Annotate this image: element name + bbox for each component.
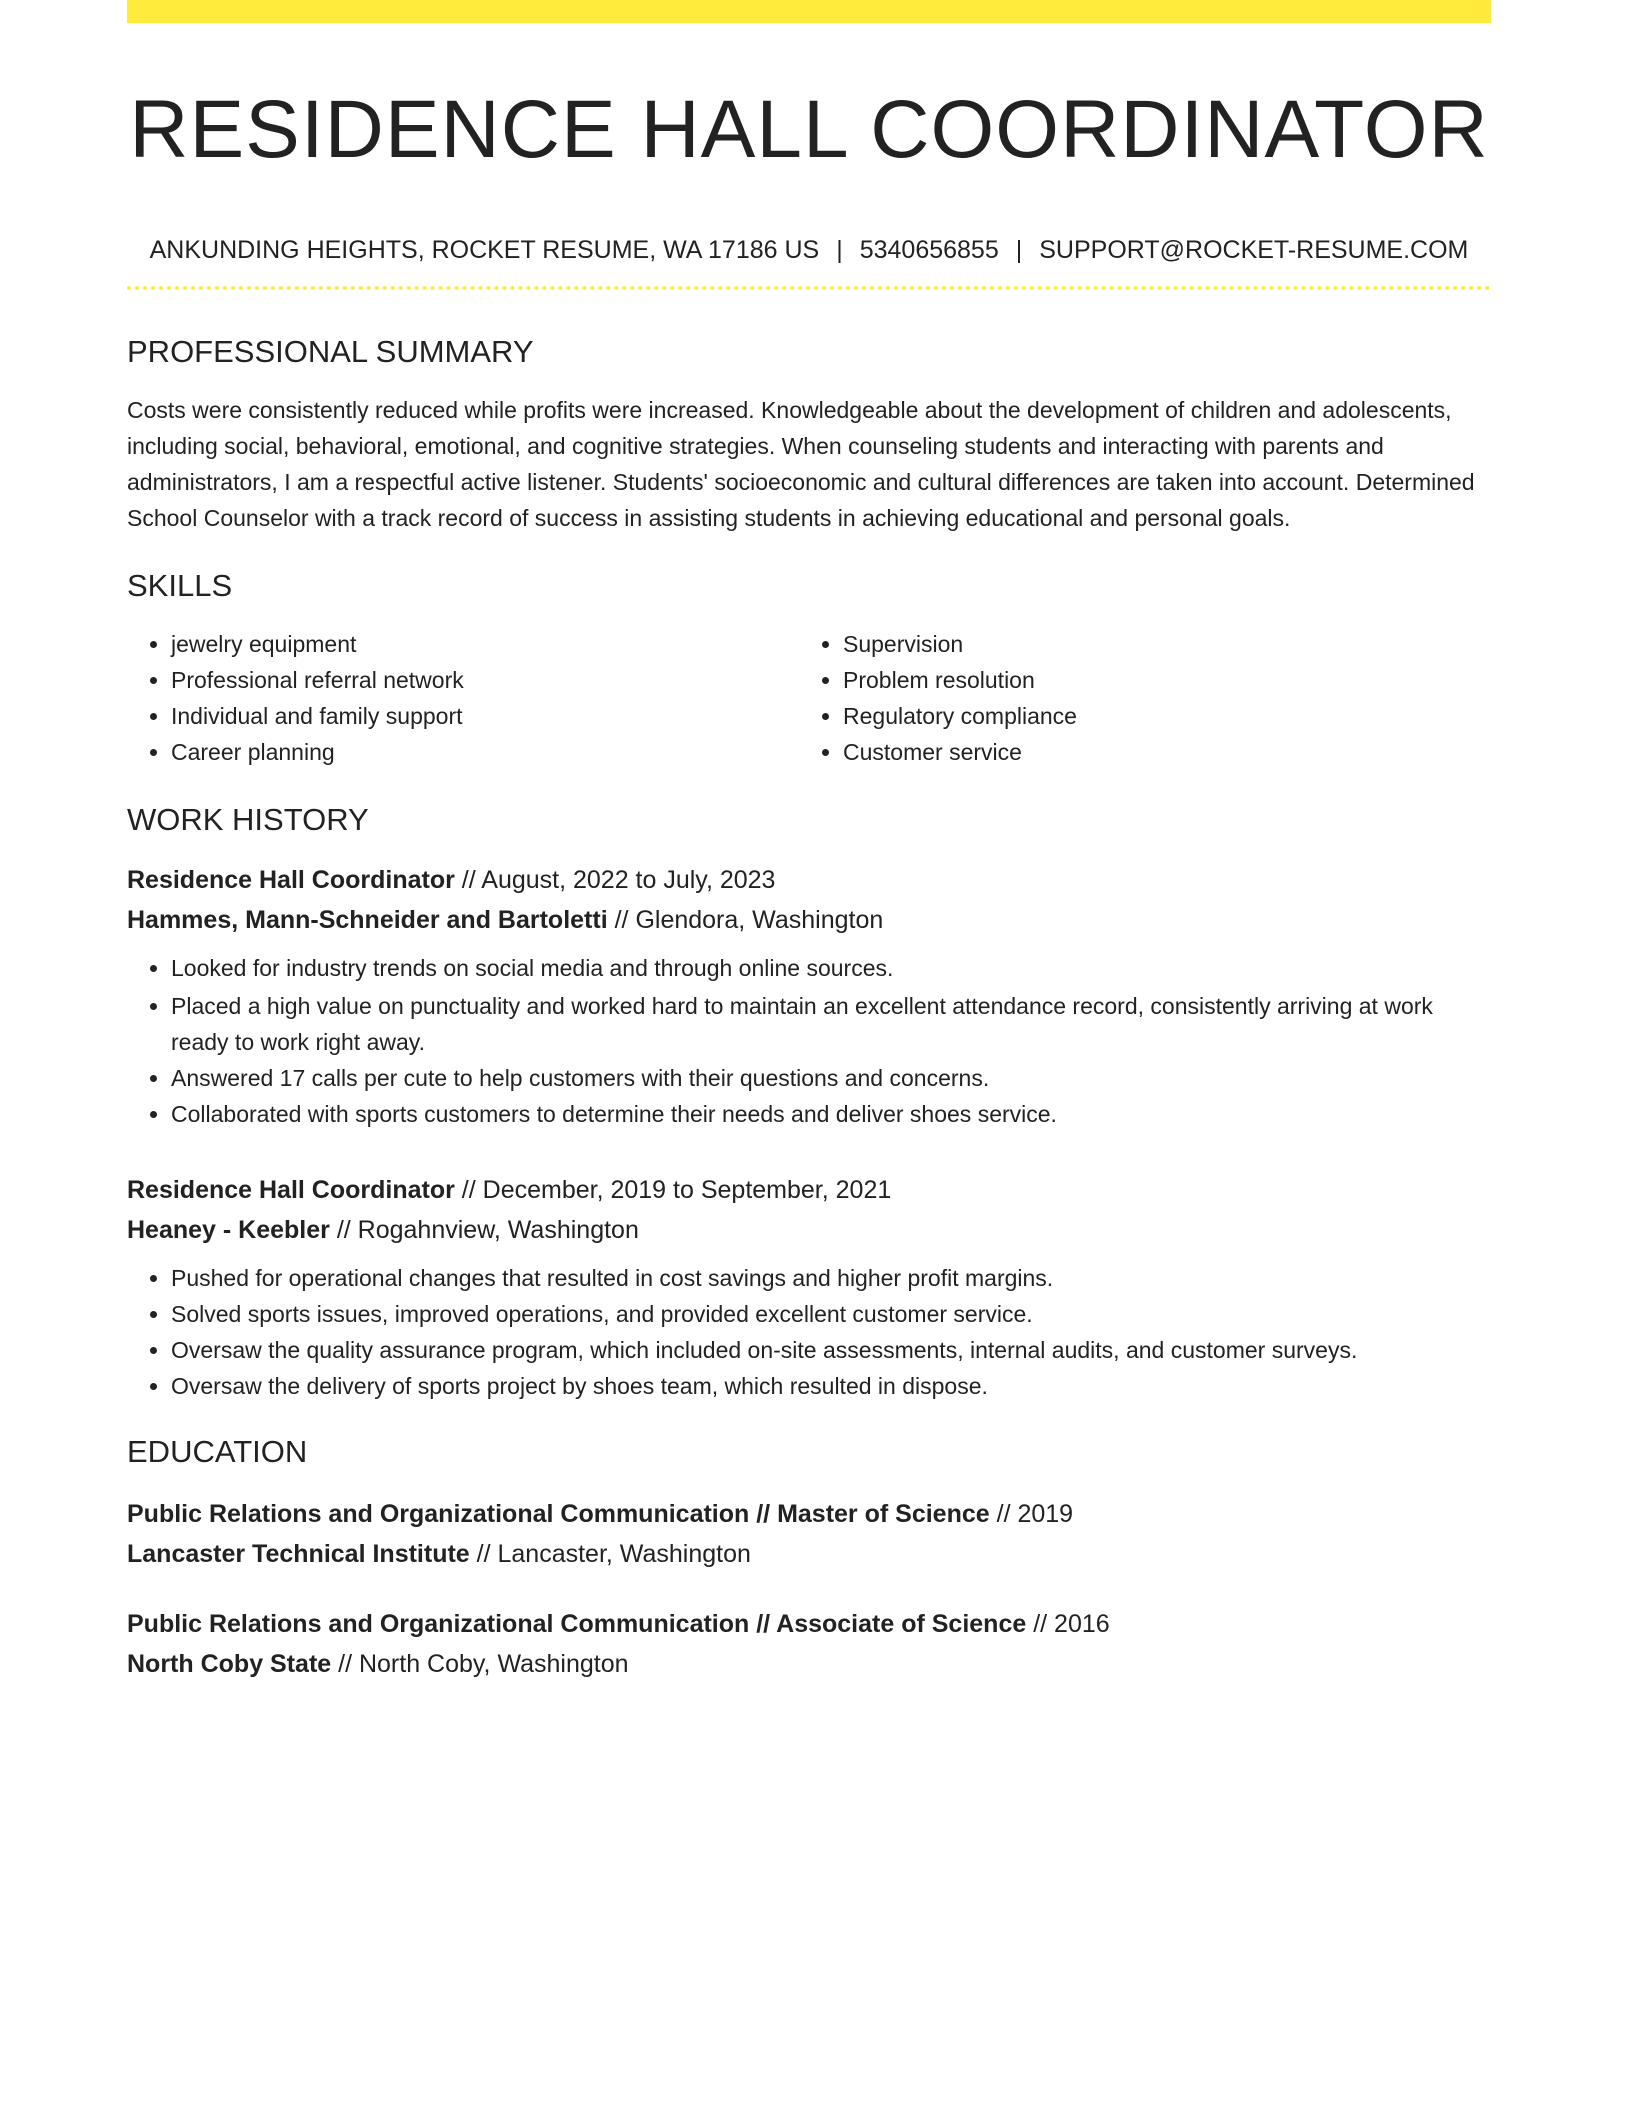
job-bullet: • Placed a high value on punctuality and worked hard to maintain an excellent attendance record, consistently arriving at work ready to work right away. [171, 988, 1491, 1060]
job-location: // Glendora, Washington [607, 906, 884, 934]
contact-phone[interactable]: 5340656855 [859, 236, 999, 264]
job-company: Heaney - Keebler [127, 1216, 330, 1244]
job-bullet: • Collaborated with sports customers to determine their needs and deliver shoes service. [171, 1096, 1491, 1132]
work-history-heading: WORK HISTORY [127, 802, 369, 837]
job-bullet: • Answered 17 calls per cute to help customers with their questions and concerns. [171, 1060, 1491, 1096]
education-school-line [127, 1644, 1491, 1684]
job-role: Residence Hall Coordinator [127, 866, 455, 894]
job-bullet: • Oversaw the quality assurance program, which included on-site assessments, internal audits, and customer surveys. [171, 1332, 1491, 1368]
skill-item: • Supervision [843, 626, 1471, 662]
job-dates: // August, 2022 to July, 2023 [454, 866, 776, 894]
job-location: // Rogahnview, Washington [329, 1216, 639, 1244]
education-year: // 2019 [989, 1500, 1074, 1528]
education-location: // North Coby, Washington [331, 1650, 629, 1678]
education-entry [127, 1604, 1491, 1684]
contact-separator: | [1015, 236, 1023, 264]
education-school: North Coby State [127, 1650, 332, 1678]
education-degree-line [127, 1494, 1491, 1534]
skills-grid [127, 626, 1491, 770]
skills-column-left [127, 626, 799, 770]
resume-title: RESIDENCE HALL COORDINATOR [129, 84, 1489, 175]
summary-heading: PROFESSIONAL SUMMARY [127, 334, 534, 369]
education-degree: Public Relations and Organizational Communication // Master of Science [127, 1500, 990, 1528]
skill-item: • Individual and family support [171, 698, 799, 734]
job-bullet: • Pushed for operational changes that resulted in cost savings and higher profit margins. [171, 1260, 1491, 1296]
education-entry [127, 1494, 1491, 1574]
contact-address: ANKUNDING HEIGHTS, ROCKET RESUME, WA 17186 US [149, 236, 820, 264]
skill-item: • Problem resolution [843, 662, 1471, 698]
dotted-divider [127, 286, 1491, 290]
job-title-line [127, 1170, 1491, 1210]
job-company: Hammes, Mann-Schneider and Bartoletti [127, 906, 608, 934]
education-school-line [127, 1534, 1491, 1574]
job-entry [127, 1170, 1491, 1404]
job-role: Residence Hall Coordinator [127, 1176, 455, 1204]
education-degree-line [127, 1604, 1491, 1644]
education-school: Lancaster Technical Institute [127, 1540, 470, 1568]
job-bullet: • Solved sports issues, improved operations, and provided excellent customer service. [171, 1296, 1491, 1332]
education-heading: EDUCATION [127, 1434, 308, 1469]
education-year: // 2016 [1026, 1610, 1110, 1638]
job-bullet: • Oversaw the delivery of sports project by shoes team, which resulted in dispose. [171, 1368, 1491, 1404]
skill-item: • jewelry equipment [171, 626, 799, 662]
skill-item: • Career planning [171, 734, 799, 770]
skill-item: • Customer service [843, 734, 1471, 770]
contact-line [127, 234, 1491, 266]
job-title-line [127, 860, 1491, 900]
job-dates: // December, 2019 to September, 2021 [454, 1176, 892, 1204]
education-location: // Lancaster, Washington [469, 1540, 751, 1568]
job-entry [127, 860, 1491, 1132]
skill-item: • Regulatory compliance [843, 698, 1471, 734]
job-bullets [127, 950, 1491, 1132]
job-bullet: • Looked for industry trends on social media and through online sources. [171, 950, 1491, 986]
contact-email[interactable]: SUPPORT@ROCKET-RESUME.COM [1039, 236, 1469, 264]
job-company-line [127, 1210, 1491, 1250]
job-bullets [127, 1260, 1491, 1404]
education-degree: Public Relations and Organizational Communication // Associate of Science [127, 1610, 1027, 1638]
skill-item: • Professional referral network [171, 662, 799, 698]
contact-separator: | [836, 236, 843, 264]
skills-column-right [799, 626, 1471, 770]
resume-content [127, 0, 1491, 1684]
skills-heading: SKILLS [127, 568, 233, 603]
job-company-line [127, 900, 1491, 940]
summary-text: Costs were consistently reduced while profits were increased. Knowledgeable about the development of children and adolescents, including social, behavioral, emotional, and cognitive strategies. When counseling students and interacting with parents and administrators, I am a respectful active listener. Students' socioeconomic and cultural differences are taken into account. Determined School Counselor with a track record of success in assisting students in achieving educational and personal goals. [127, 397, 1475, 531]
